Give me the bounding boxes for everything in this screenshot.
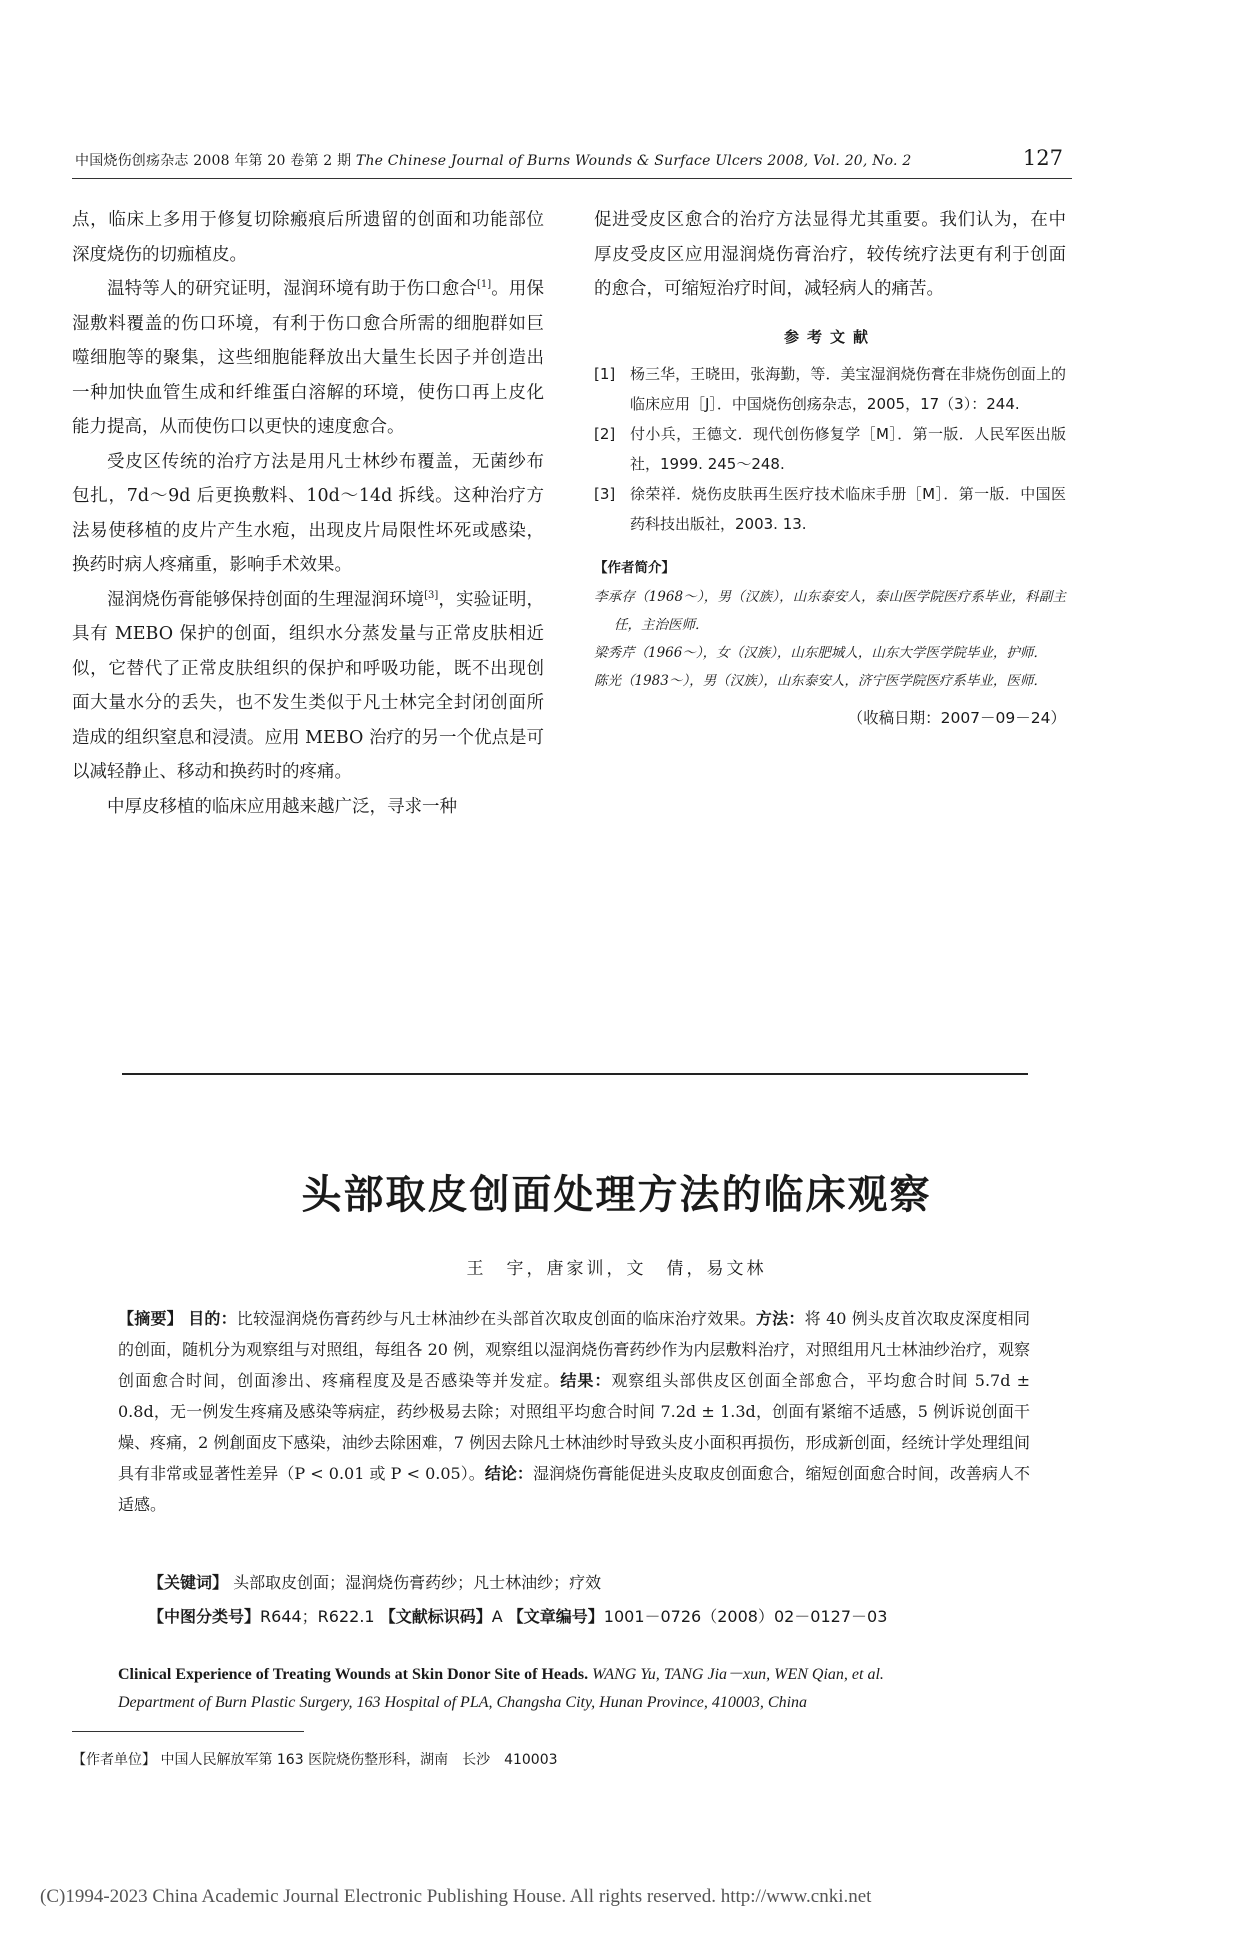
author-bio: 陈光（1983～），男（汉族），山东泰安人，济宁医学院医疗系毕业，医师． [594, 672, 1047, 689]
received-date: （收稿日期：2007－09－24） [847, 708, 1066, 727]
english-authors: WANG Yu, TANG Jia－xun, WEN Qian, et al. [592, 1666, 884, 1683]
references-heading: 参考文献 [783, 327, 876, 346]
body-paragraph: 湿润烧伤膏能够保持创面的生理湿润环境[3]，实验证明，具有 MEBO 保护的创面，组织水分蒸发量与正常皮肤相近似，它替代了正常皮肤组织的保护和呼吸功能，既不出现创面大量水分的丢失，也不发生类似于凡士林完全封闭创面所造成的组织窒息和浸渍。应用 MEBO 治疗的另一个优点是可以减轻静止、移动和换药时的疼痛。 [72, 589, 545, 782]
body-paragraph: 温特等人的研究证明，湿润环境有助于伤口愈合[1]。用保湿敷料覆盖的伤口环境，有利于伤口愈合所需的细胞群如巨噬细胞等的聚集，这些细胞能释放出大量生长因子并创造出一种加快血管生成和纤维蛋白溶解的环境，使伤口再上皮化能力提高，从而使伤口以更快的速度愈合。 [72, 279, 545, 437]
keywords [148, 1570, 601, 1593]
body-paragraph: 受皮区传统的治疗方法是用凡士林纱布覆盖，无菌纱布包扎，7d～9d 后更换敷料、10d～14d 拆线。这种治疗方法易使移植的皮片产生水疱，出现皮片局限性坏死或感染，换药时病人疼痛重，影响手术效果。 [72, 451, 544, 575]
left-column [72, 203, 544, 824]
reference-list [594, 359, 1066, 539]
body-paragraph: 中厚皮移植的临床应用越来越广泛，寻求一种 [107, 796, 457, 817]
article-title: 头部取皮创面处理方法的临床观察 [301, 1172, 932, 1218]
section-divider [122, 1073, 1028, 1075]
author-bio-heading: 【作者简介】 [594, 559, 675, 576]
right-column [594, 203, 1066, 733]
citation: [3] [424, 589, 439, 601]
footnote-rule [72, 1731, 304, 1732]
body-paragraph: 点，临床上多用于修复切除瘢痕后所遗留的创面和功能部位深度烧伤的切痂植皮。 [72, 210, 544, 265]
body-paragraph: 促进受皮区愈合的治疗方法显得尤其重要。我们认为，在中厚皮受皮区应用湿润烧伤膏治疗，较传统疗法更有利于创面的愈合，可缩短治疗时间，减轻病人的痛苦。 [594, 210, 1066, 299]
abstract-label: 【摘要】 [118, 1309, 183, 1328]
running-header [75, 150, 911, 170]
author-bio: 梁秀芹（1966～），女（汉族），山东肥城人，山东大学医学院毕业，护师． [594, 644, 1047, 661]
abstract: 【摘要】 目的：比较湿润烧伤膏药纱与凡士林油纱在头部首次取皮创面的临床治疗效果。方法：将 40 例头皮首次取皮深度相同的创面，随机分为观察组与对照组，每组各 20 例，观察组以湿润烧伤膏药纱作为内层敷料治疗，对照组用凡士林油纱治疗，观察创面愈合时间，创面渗出、疼痛程度及是否感染等并发症。结果：观察组头部供皮区创面全部愈合，平均愈合时间 5.7d ± 0.8d，无一例发生疼痛及感染等病症，药纱极易去除；对照组平均愈合时间 7.2d ± 1.3d，创面有紧缩不适感，5 例诉说创面干燥、疼痛，2 例創面皮下感染，油纱去除困难，7 例因去除凡士林油纱时导致头皮小面积再损伤，形成新创面，经统计学处理组间具有非常或显著性差异（P < 0.01 或 P < 0.05）。结论：湿润烧伤膏能促进头皮取皮创面愈合，缩短创面愈合时间，改善病人不适感。 [118, 1309, 1030, 1514]
journal-name-en: The Chinese Journal of Burns Wounds & Surface Ulcers 2008, Vol. 20, No. 2 [355, 153, 912, 169]
english-title: Clinical Experience of Treating Wounds at Skin Donor Site of Heads. WANG Yu, TANG Jia－xun, WEN Qian, et al. [118, 1666, 884, 1683]
reference-item: [3] 徐荣祥．烧伤皮肤再生医疗技术临床手册［M］．第一版．中国医药科技出版社，2003. 13. [594, 484, 1066, 533]
reference-item: [1] 杨三华，王晓田，张海勤，等．美宝湿润烧伤膏在非烧伤创面上的临床应用［J］．中国烧伤创疡杂志，2005，17（3）：244. [594, 364, 1066, 413]
journal-name-cn: 中国烧伤创疡杂志 2008 年第 20 卷第 2 期 [75, 153, 352, 169]
classification-line: 【中图分类号】R644；R622.1 【文献标识码】A 【文章编号】1001－0726（2008）02－0127－03 [148, 1607, 888, 1626]
keywords-value: 头部取皮创面；湿润烧伤膏药纱；凡士林油纱；疗效 [233, 1573, 602, 1592]
citation: [1] [476, 279, 492, 291]
keywords-label: 【关键词】 [148, 1573, 229, 1592]
article-authors: 王 宇，唐家训，文 倩，易文林 [466, 1259, 767, 1279]
author-bio: 李承存（1968～），男（汉族），山东泰安人，泰山医学院医疗系毕业，科副主任，主治医师． [594, 588, 1066, 633]
copyright-notice: (C)1994-2023 China Academic Journal Electronic Publishing House. All rights reserved. http://www.cnki.net [40, 1886, 872, 1907]
reference-item: [2] 付小兵，王德文．现代创伤修复学［M］．第一版．人民军医出版社，1999. 245～248. [594, 424, 1066, 473]
header-rule [72, 178, 1072, 179]
author-unit-footnote: 【作者单位】 中国人民解放军第 163 医院烧伤整形科，湖南 长沙 410003 [72, 1752, 558, 1768]
english-affiliation: Department of Burn Plastic Surgery, 163 Hospital of PLA, Changsha City, Hunan Province, 410003, China [118, 1694, 808, 1711]
page-number: 127 [1022, 146, 1063, 170]
